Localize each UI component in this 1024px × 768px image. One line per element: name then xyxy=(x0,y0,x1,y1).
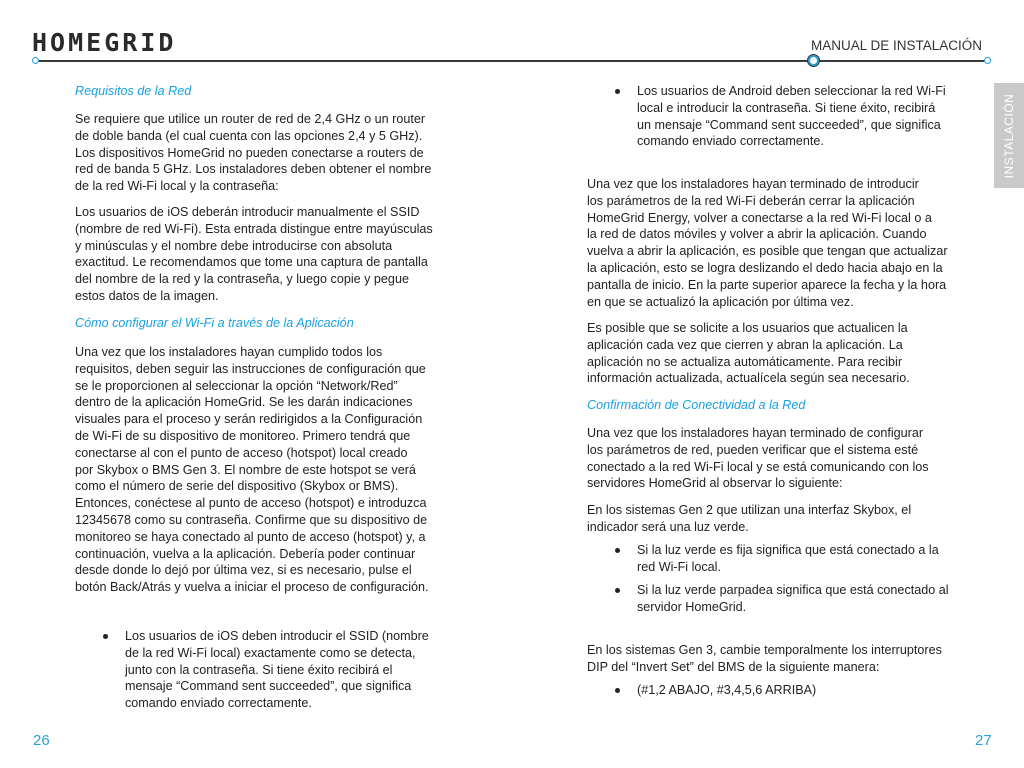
header-divider xyxy=(36,60,986,62)
paragraph xyxy=(587,502,911,536)
text-line: Entonces, conéctese al punto de acceso (hotspot) e introduzca xyxy=(75,496,427,511)
text-line: de doble banda (el cual cuenta con las opciones 2,4 y 5 GHz). xyxy=(75,128,423,143)
text-line: Una vez que los instaladores hayan cumplido todos los xyxy=(75,345,383,359)
text-line: visuales para el proceso y serán redirigidos a la Configuración xyxy=(75,412,423,427)
text-line: 12345678 como su contraseña. Confirme que su dispositivo de xyxy=(75,512,428,527)
text-line: Es posible que se solicite a los usuarios que actualicen la xyxy=(587,321,908,335)
text-line: red Wi-Fi local. xyxy=(637,559,721,574)
page-number-left: 26 xyxy=(33,732,50,749)
text-line: estos datos de la imagen. xyxy=(75,288,219,303)
text-line: del nombre de la red y la contraseña, y luego copie y pegue xyxy=(75,272,409,287)
section-heading xyxy=(75,83,191,100)
text-line: la aplicación, esto se logra deslizando el dedo hacia abajo en la xyxy=(587,260,943,275)
side-tab-label: INSTALACIÓN xyxy=(1002,93,1016,178)
text-line: continuación, vuelva a la aplicación. Debería poder continuar xyxy=(75,546,416,561)
text-line: y minúsculas y el nombre debe introducirse con absoluta xyxy=(75,238,393,253)
bullet-item xyxy=(637,542,939,576)
text-line: (nombre de red Wi-Fi). Esta entrada distingue entre mayúsculas xyxy=(75,221,433,236)
text-line: servidor HomeGrid. xyxy=(637,599,747,614)
divider-end-dot xyxy=(32,57,39,64)
text-line: (#1,2 ABAJO, #3,4,5,6 ARRIBA) xyxy=(637,683,817,697)
text-line: mensaje “Command sent succeeded”, que significa xyxy=(125,679,412,694)
text-line: información actualizada, actualícela según sea necesario. xyxy=(587,371,910,386)
text-line: HomeGrid Energy, volver a conectarse a la red Wi-Fi local o a xyxy=(587,210,932,225)
text-line: dentro de la aplicación HomeGrid. Se les darán indicaciones xyxy=(75,395,413,410)
text-line: de la red Wi-Fi local y la contraseña: xyxy=(75,179,279,194)
bullet-item xyxy=(637,682,816,699)
text-line: aplicación no se actualiza automáticamente. Para recibir xyxy=(587,354,903,369)
text-line: En los sistemas Gen 2 que utilizan una interfaz Skybox, el xyxy=(587,503,912,517)
text-line: de Wi-Fi de su dispositivo de monitoreo. Primero tendrá que xyxy=(75,428,411,443)
text-line: por Skybox o BMS Gen 3. El nombre de este hotspot se verá xyxy=(75,462,416,477)
paragraph xyxy=(587,425,929,492)
text-line: junto con la contraseña. Si tiene éxito recibirá el xyxy=(125,662,393,677)
divider-end-dot xyxy=(984,57,991,64)
bullet-icon xyxy=(615,688,620,693)
paragraph xyxy=(75,204,433,305)
bullet-item xyxy=(637,83,946,150)
text-line: vuelva a abrir la aplicación, es posible que tengan que actualizar xyxy=(587,244,948,259)
text-line: un mensaje “Command sent succeeded”, que significa xyxy=(637,117,941,132)
text-line: local e introducir la contraseña. Si tiene éxito, recibirá xyxy=(637,100,936,115)
text-line: Requisitos de la Red xyxy=(75,84,192,98)
text-line: servidores HomeGrid al observar lo siguiente: xyxy=(587,476,843,491)
bullet-item xyxy=(637,582,949,616)
text-line: los parámetros de la red Wi-Fi deberán cerrar la aplicación xyxy=(587,193,915,208)
text-line: comando enviado correctamente. xyxy=(125,696,312,711)
text-line: aplicación cada vez que cierren y abran la aplicación. La xyxy=(587,337,903,352)
text-line: de la red Wi-Fi local) exactamente como se detecta, xyxy=(125,645,416,660)
text-line: Los usuarios de iOS deben introducir el SSID (nombre xyxy=(125,629,429,643)
text-line: pantalla de inicio. En la parte superior aparece la fecha y la hora xyxy=(587,277,947,292)
page-number-right: 27 xyxy=(975,732,992,749)
paragraph xyxy=(75,344,429,596)
text-line: Si la luz verde parpadea significa que está conectado al xyxy=(637,583,949,597)
text-line: Se requiere que utilice un router de red de 2,4 GHz o un router xyxy=(75,112,426,126)
paragraph xyxy=(587,176,948,310)
homegrid-logo: HOMEGRID xyxy=(32,28,177,57)
manual-title: MANUAL DE INSTALACIÓN xyxy=(810,38,982,53)
text-line: indicador será una luz verde. xyxy=(587,519,749,534)
text-line: monitoreo se haya conectado al punto de acceso (hotspot) y, a xyxy=(75,529,426,544)
bullet-icon xyxy=(615,89,620,94)
text-line: como el número de serie del dispositivo (Skybox or BMS). xyxy=(75,479,399,494)
text-line: conectado a la red Wi-Fi local y se está comunicando con los xyxy=(587,459,929,474)
text-line: Si la luz verde es fija significa que está conectado a la xyxy=(637,543,939,557)
text-line: comando enviado correctamente. xyxy=(637,134,824,149)
divider-center-dot xyxy=(808,55,819,66)
text-line: DIP del “Invert Set” del BMS de la siguiente manera: xyxy=(587,659,880,674)
text-line: Una vez que los instaladores hayan terminado de introducir xyxy=(587,177,919,191)
bullet-icon xyxy=(615,548,620,553)
text-line: la red de datos móviles y volver a abrir la aplicación. Cuando xyxy=(587,227,927,242)
section-heading xyxy=(587,397,805,414)
text-line: Confirmación de Conectividad a la Red xyxy=(587,398,806,412)
paragraph xyxy=(587,320,910,387)
text-line: En los sistemas Gen 3, cambie temporalmente los interruptores xyxy=(587,643,942,657)
bullet-icon xyxy=(103,634,108,639)
text-line: Cómo configurar el Wi-Fi a través de la Aplicación xyxy=(75,316,354,330)
text-line: botón Back/Atrás y vuelva a iniciar el proceso de configuración. xyxy=(75,580,429,595)
text-line: exactitud. Le recomendamos que tome una captura de pantalla xyxy=(75,255,428,270)
paragraph xyxy=(75,111,431,195)
text-line: Una vez que los instaladores hayan terminado de configurar xyxy=(587,426,924,440)
text-line: se le proporcionen al seleccionar la opción “Network/Red” xyxy=(75,378,398,393)
section-side-tab[interactable] xyxy=(994,83,1024,188)
bullet-icon xyxy=(615,588,620,593)
text-line: Los usuarios de Android deben seleccionar la red Wi-Fi xyxy=(637,84,946,98)
text-line: desde donde lo dejó por última vez, si es necesario, pulse el xyxy=(75,563,412,578)
text-line: Los dispositivos HomeGrid no pueden conectarse a routers de xyxy=(75,145,424,160)
text-line: los parámetros de red, pueden verificar que el sistema esté xyxy=(587,442,919,457)
section-heading xyxy=(75,315,354,332)
text-line: Los usuarios de iOS deberán introducir manualmente el SSID xyxy=(75,205,420,219)
bullet-item xyxy=(125,628,429,712)
text-line: en que se actualizó la aplicación por última vez. xyxy=(587,294,854,309)
text-line: requisitos, deben seguir las instrucciones de configuración que xyxy=(75,361,426,376)
text-line: red de banda 5 GHz. Los instaladores deben obtener el nombre xyxy=(75,162,432,177)
text-line: conectarse al con el punto de acceso (hotspot) local creado xyxy=(75,445,408,460)
paragraph xyxy=(587,642,942,676)
